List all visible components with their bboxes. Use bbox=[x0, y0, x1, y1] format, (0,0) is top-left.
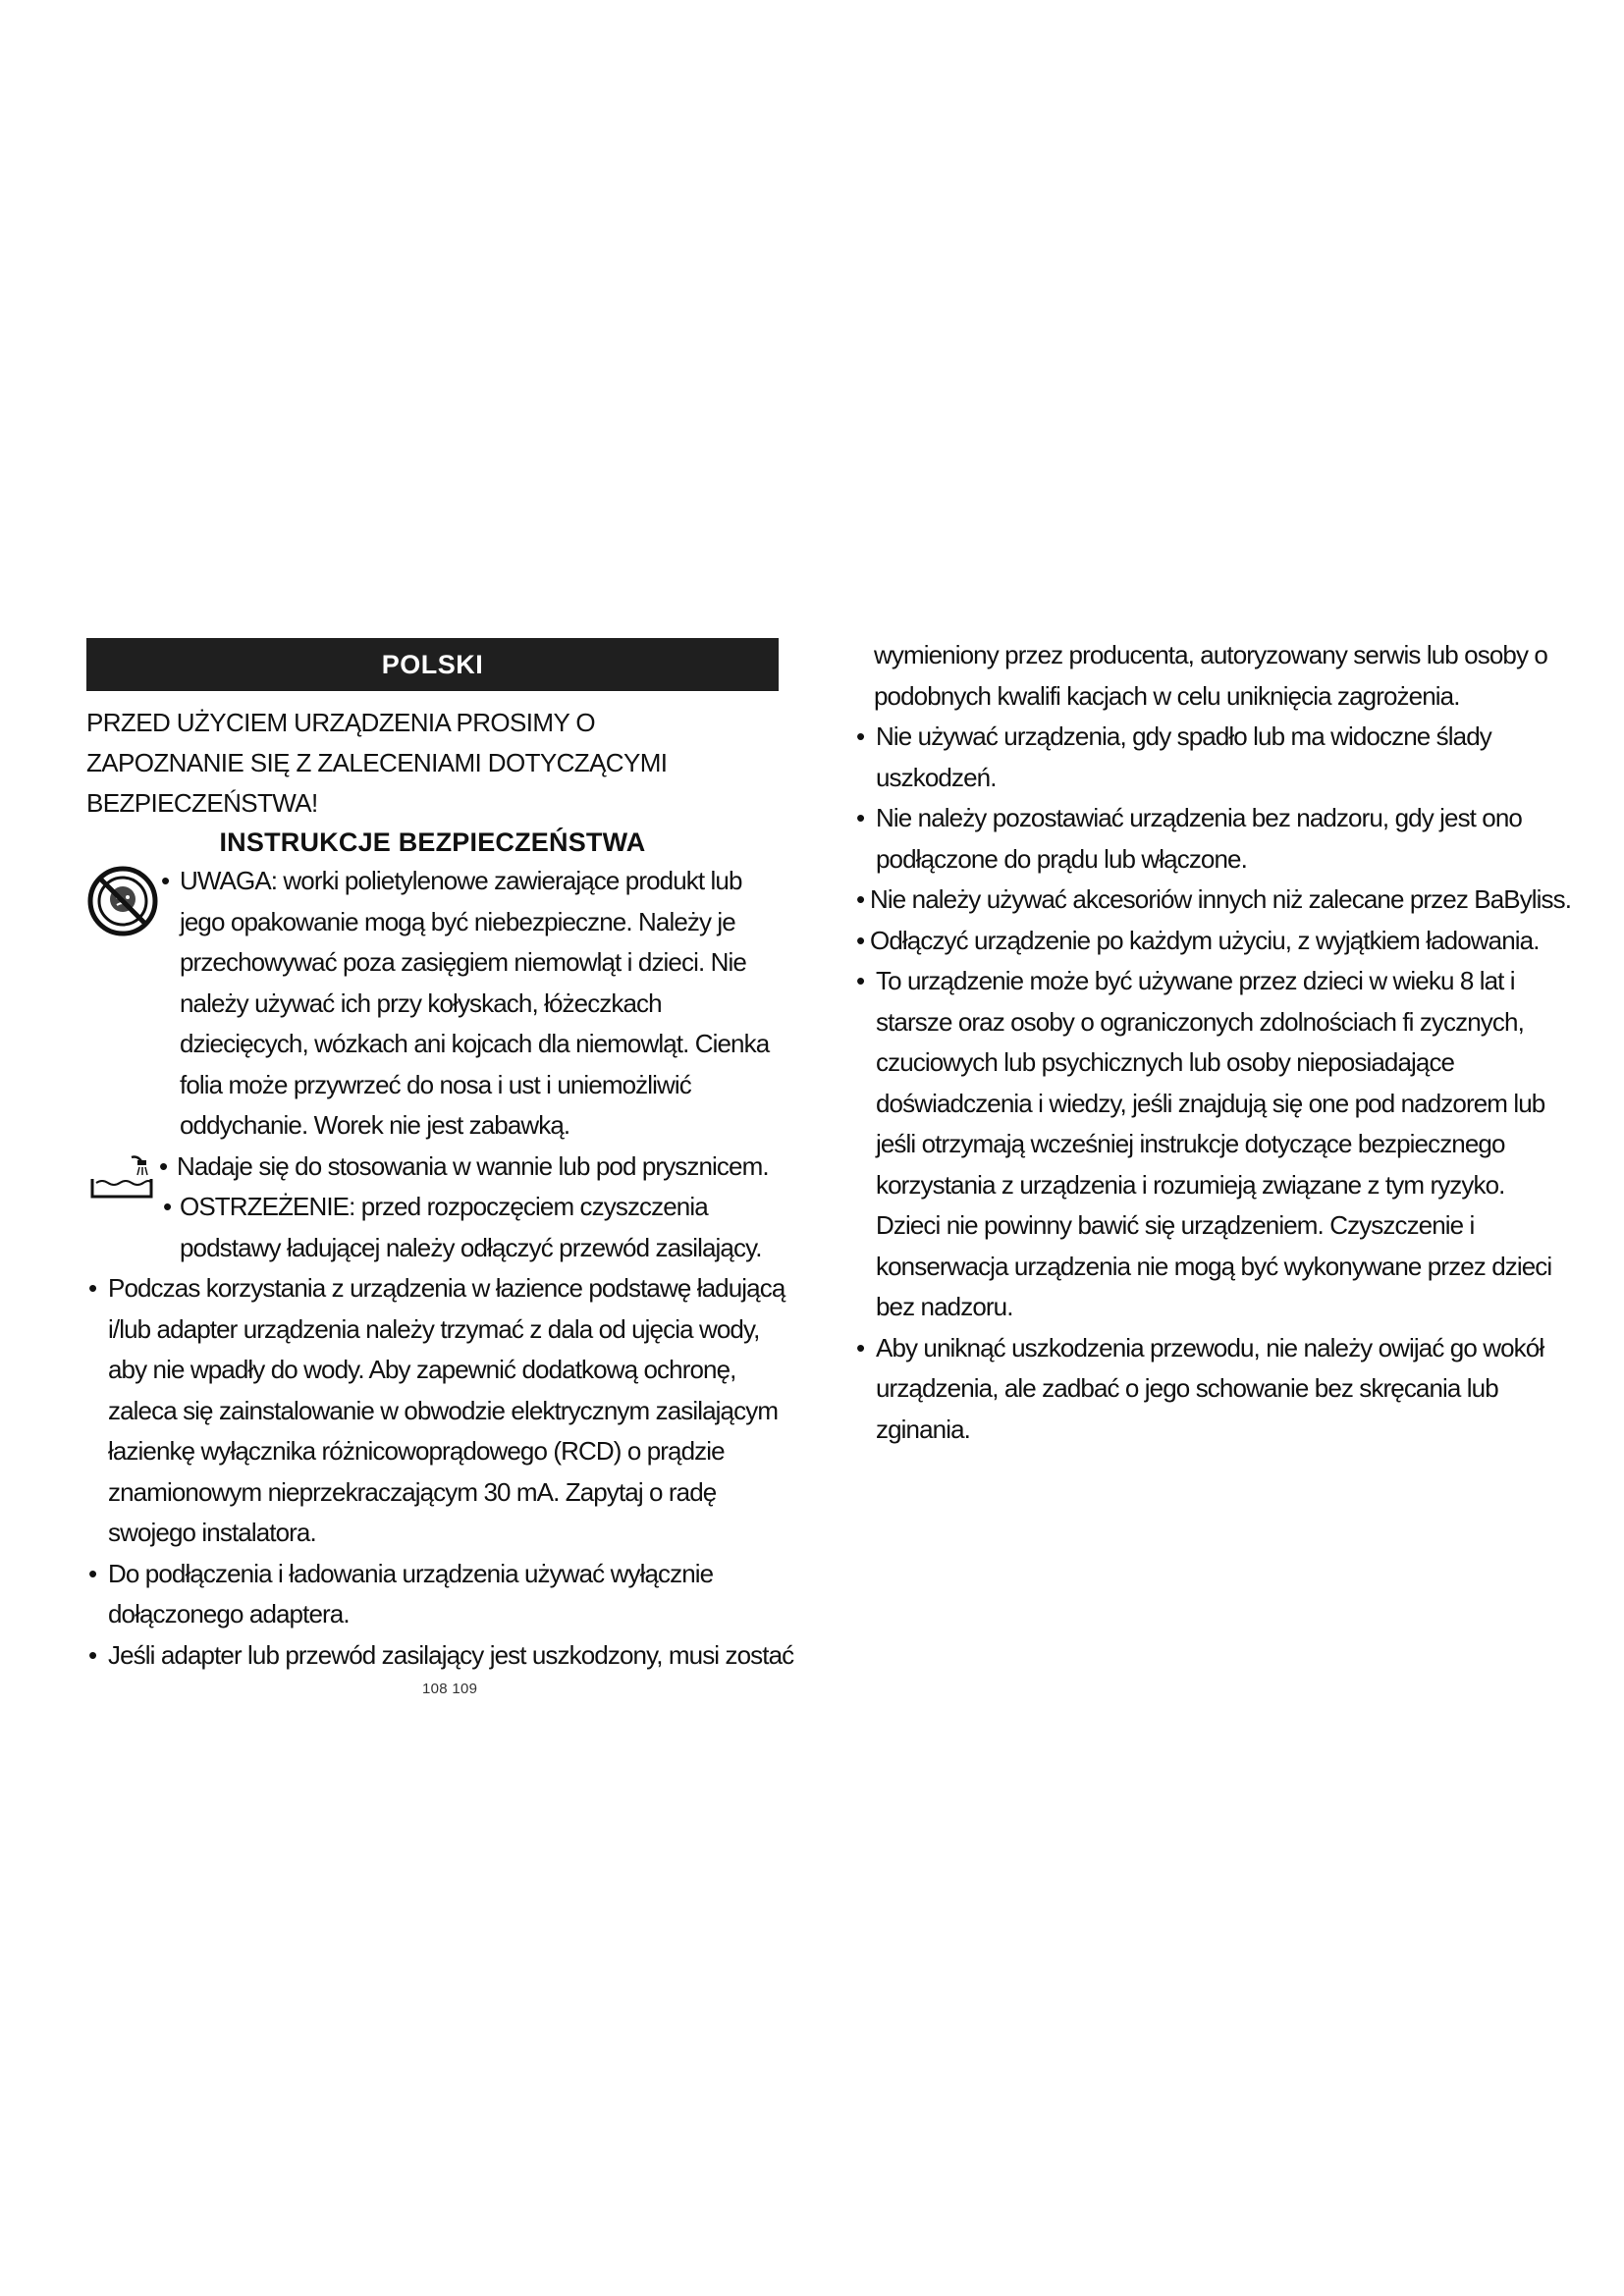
list-item bbox=[86, 1554, 785, 1635]
list-item bbox=[854, 961, 1553, 1328]
intro-warning: PRZED UŻYCIEM URZĄDZENIA PROSIMY O ZAPOZNANIE SIĘ Z ZALECENIAMI DOTYCZĄCYMI BEZPIECZEŃSTWA! bbox=[86, 708, 668, 818]
item-text: Podczas korzystania z urządzenia w łazience podstawę ładującą i/lub adapter urządzenia należy trzymać z dala od ujęcia wody, aby nie wpadły do wody. Aby zapewnić dodatkową ochronę, zaleca się zainstalowanie w obwodzie elektrycznym zasilającym łazienkę wyłącznika różnicowoprądowego (RCD) o prądzie znamionowym nieprzekraczającym 30 mA. Zapytaj o radę swojego instalatora. bbox=[108, 1273, 785, 1547]
bullet: • bbox=[856, 721, 865, 751]
item-text: Aby uniknąć uszkodzenia przewodu, nie należy owijać go wokół urządzenia, ale zadbać o jego schowanie bez skręcania lub zginania. bbox=[876, 1332, 1544, 1444]
item-text: Do podłączenia i ładowania urządzenia używać wyłącznie dołączonego adaptera. bbox=[108, 1558, 714, 1629]
list-item bbox=[86, 1187, 788, 1268]
list-item bbox=[854, 798, 1553, 880]
page-number: 108 109 bbox=[422, 1681, 478, 1697]
list-item bbox=[86, 1147, 785, 1188]
list-item bbox=[86, 861, 788, 1147]
bullet: • bbox=[856, 966, 865, 995]
list-item bbox=[854, 1328, 1553, 1451]
language-header-bar bbox=[86, 638, 779, 691]
bullet: • bbox=[856, 884, 865, 914]
bullet: • bbox=[88, 1273, 97, 1303]
bullet: • bbox=[161, 866, 170, 895]
item-text: Nadaje się do stosowania w wannie lub pod prysznicem. bbox=[177, 1150, 769, 1181]
bullet: • bbox=[88, 1639, 97, 1670]
item-text: Nie należy używać akcesoriów innych niż zalecane przez BaByliss. bbox=[870, 884, 1572, 914]
continuation-text: wymieniony przez producenta, autoryzowany serwis lub osoby o podobnych kwalifi kacjach w celu uniknięcia zagrożenia. bbox=[874, 640, 1547, 711]
list-item bbox=[86, 1635, 795, 1677]
bullet: • bbox=[163, 1192, 172, 1221]
item-text: Odłączyć urządzenie po każdym użyciu, z wyjątkiem ładowania. bbox=[870, 925, 1540, 955]
bullet: • bbox=[856, 803, 865, 832]
item-text: Jeśli adapter lub przewód zasilający jest uszkodzony, musi zostać bbox=[108, 1639, 794, 1670]
safety-heading: INSTRUKCJE BEZPIECZEŃSTWA bbox=[219, 828, 646, 857]
left-item-list bbox=[86, 861, 794, 1676]
list-item bbox=[854, 921, 1577, 962]
item-text: Nie używać urządzenia, gdy spadło lub ma widoczne ślady uszkodzeń. bbox=[876, 721, 1491, 792]
bullet: • bbox=[88, 1558, 97, 1588]
bullet: • bbox=[159, 1150, 168, 1181]
list-item bbox=[854, 717, 1553, 798]
right-column bbox=[854, 635, 1572, 1450]
bullet: • bbox=[856, 925, 865, 955]
bullet: • bbox=[856, 1332, 865, 1362]
item-text: To urządzenie może być używane przez dzieci w wieku 8 lat i starsze oraz osoby o ograniczonych zdolnościach fi zycznych, czuciowych lub psychicznych lub osoby nieposiadające doświadczenia i wiedzy, jeśli znajdują się one pod nadzorem lub jeśli otrzymają wcześniej instrukcje dotyczące bezpiecznego korzystania z urządzenia i rozumieją związane z tym ryzyko. Dzieci nie powinny bawić się urządzeniem. Czyszczenie i konserwacja urządzenia nie mogą być wykonywane przez dzieci bez nadzoru. bbox=[876, 966, 1552, 1321]
language-label: POLSKI bbox=[381, 649, 484, 679]
item-text: OSTRZEŻENIE: przed rozpoczęciem czyszczenia podstawy ładującej należy odłączyć przewód zasilający. bbox=[180, 1192, 762, 1262]
item-text: Nie należy pozostawiać urządzenia bez nadzoru, gdy jest ono podłączone do prądu lub włączone. bbox=[876, 803, 1522, 874]
list-item bbox=[86, 1268, 785, 1554]
left-column bbox=[86, 638, 794, 1676]
item-text: UWAGA: worki polietylenowe zawierające produkt lub jego opakowanie mogą być niebezpieczne. Należy je przechowywać poza zasięgiem niemowląt i dzieci. Nie należy używać ich przy kołyskach, łóżeczkach dziecięcych, wózkach ani kojcach dla niemowląt. Cienka folia może przywrzeć do nosa i ust i uniemożliwić oddychanie. Worek nie jest zabawką. bbox=[180, 866, 770, 1140]
list-item bbox=[854, 880, 1577, 921]
